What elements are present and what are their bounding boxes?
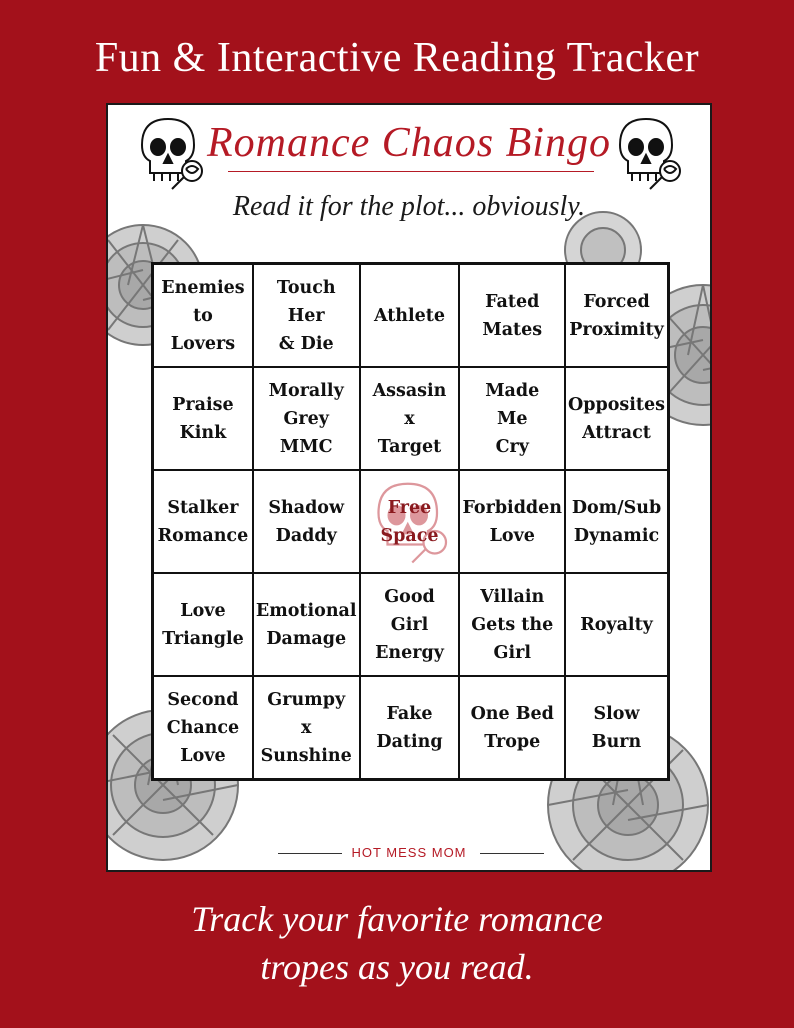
bingo-cell[interactable]: Second Chance Love <box>153 676 253 779</box>
bingo-cell[interactable]: Royalty <box>565 573 668 676</box>
bingo-cell[interactable]: Forced Proximity <box>565 264 668 367</box>
bingo-cell[interactable]: Slow Burn <box>565 676 668 779</box>
bingo-cell[interactable]: Good Girl Energy <box>360 573 460 676</box>
bingo-cell[interactable]: Fake Dating <box>360 676 460 779</box>
free-space-cell[interactable] <box>360 470 460 573</box>
footer-rule-right <box>480 853 544 854</box>
sheet-subtitle: Read it for the plot... obviously. <box>232 191 586 222</box>
bingo-cell[interactable]: One Bed Trope <box>459 676 565 779</box>
bingo-cell[interactable]: Assasin x Target <box>360 367 460 470</box>
bingo-cell[interactable]: Shadow Daddy <box>253 470 360 573</box>
bingo-cell[interactable]: Made Me Cry <box>459 367 565 470</box>
title-underline <box>228 171 594 172</box>
bingo-cell[interactable]: Praise Kink <box>153 367 253 470</box>
bingo-cell[interactable]: Forbidden Love <box>459 470 565 573</box>
tagline-line-1: Track your favorite romance <box>191 899 603 939</box>
bingo-cell[interactable]: Enemies to Lovers <box>153 264 253 367</box>
bingo-sheet <box>106 103 712 872</box>
brand-footer: HOT MESS MOM <box>351 845 467 860</box>
bingo-cell[interactable]: Villain Gets the Girl <box>459 573 565 676</box>
bingo-grid <box>151 262 670 781</box>
sheet-title: Romance Chaos Bingo <box>207 120 611 166</box>
bingo-cell[interactable]: Grumpy x Sunshine <box>253 676 360 779</box>
tagline-line-2: tropes as you read. <box>260 947 534 987</box>
bingo-cell[interactable]: Fated Mates <box>459 264 565 367</box>
bingo-cell[interactable]: Dom/Sub Dynamic <box>565 470 668 573</box>
bingo-cell[interactable]: Stalker Romance <box>153 470 253 573</box>
headline: Fun & Interactive Reading Tracker <box>94 35 700 81</box>
free-space-label: Free Space <box>380 497 439 546</box>
bingo-cell[interactable]: Touch Her & Die <box>253 264 360 367</box>
tagline <box>0 895 794 991</box>
bingo-cell[interactable]: Emotional Damage <box>253 573 360 676</box>
bingo-cell[interactable]: Opposites Attract <box>565 367 668 470</box>
bingo-cell[interactable]: Love Triangle <box>153 573 253 676</box>
bingo-cell[interactable]: Athlete <box>360 264 460 367</box>
bingo-cell[interactable]: Morally Grey MMC <box>253 367 360 470</box>
